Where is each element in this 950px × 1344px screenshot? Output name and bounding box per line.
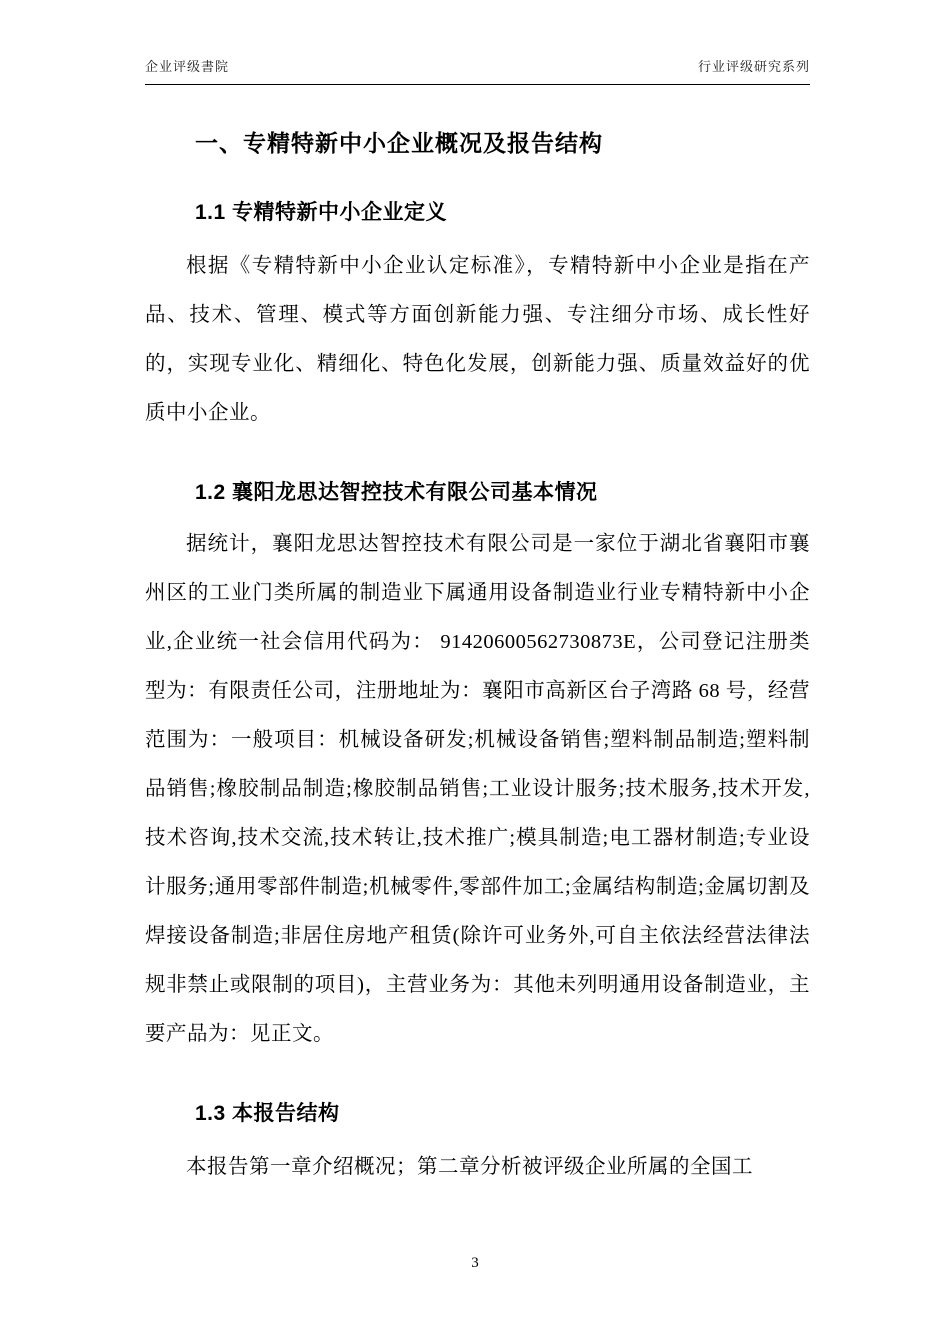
page-header	[145, 56, 810, 85]
header-right-text: 行业评级研究系列	[697, 59, 810, 74]
section-title-1-1: 1.1 专精特新中小企业定义	[195, 201, 448, 224]
section-1-1-paragraph: 根据《专精特新中小企业认定标准》，专精特新中小企业是指在产品、技术、管理、模式等方面创新能力强、专注细分市场、成长性好的，实现专业化、精细化、特色化发展，创新能力强、质量效益好的优质中小企业。	[145, 255, 810, 424]
section-1-2-paragraph: 据统计，襄阳龙思达智控技术有限公司是一家位于湖北省襄阳市襄州区的工业门类所属的制造业下属通用设备制造业行业专精特新中小企业,企业统一社会信用代码为： 91420600562730873E，公司登记注册类型为：有限责任公司，注册地址为：襄阳市高新区台子湾路 68 号，经营范围为：一般项目：机械设备研发;机械设备销售;塑料制品制造;塑料制品销售;橡胶制品制造;橡胶制品销售;工业设计服务;技术服务,技术开发,技术咨询,技术交流,技术转让,技术推广;模具制造;电工器材制造;专业设计服务;通用零部件制造;机械零件,零部件加工;金属结构制造;金属切割及焊接设备制造;非居住房地产租赁(除许可业务外,可自主依法经营法律法规非禁止或限制的项目)，主营业务为：其他未列明通用设备制造业，主要产品为：见正文。	[145, 533, 810, 1045]
page-number: 3	[471, 1255, 479, 1271]
section-1-3-paragraph: 本报告第一章介绍概况；第二章分析被评级企业所属的全国工	[186, 1156, 753, 1178]
chapter-title: 一、专精特新中小企业概况及报告结构	[195, 130, 603, 156]
section-title-1-3: 1.3 本报告结构	[195, 1102, 340, 1125]
section-title-1-2: 1.2 襄阳龙思达智控技术有限公司基本情况	[195, 481, 598, 504]
header-left-text: 企业评级書院	[145, 59, 230, 74]
